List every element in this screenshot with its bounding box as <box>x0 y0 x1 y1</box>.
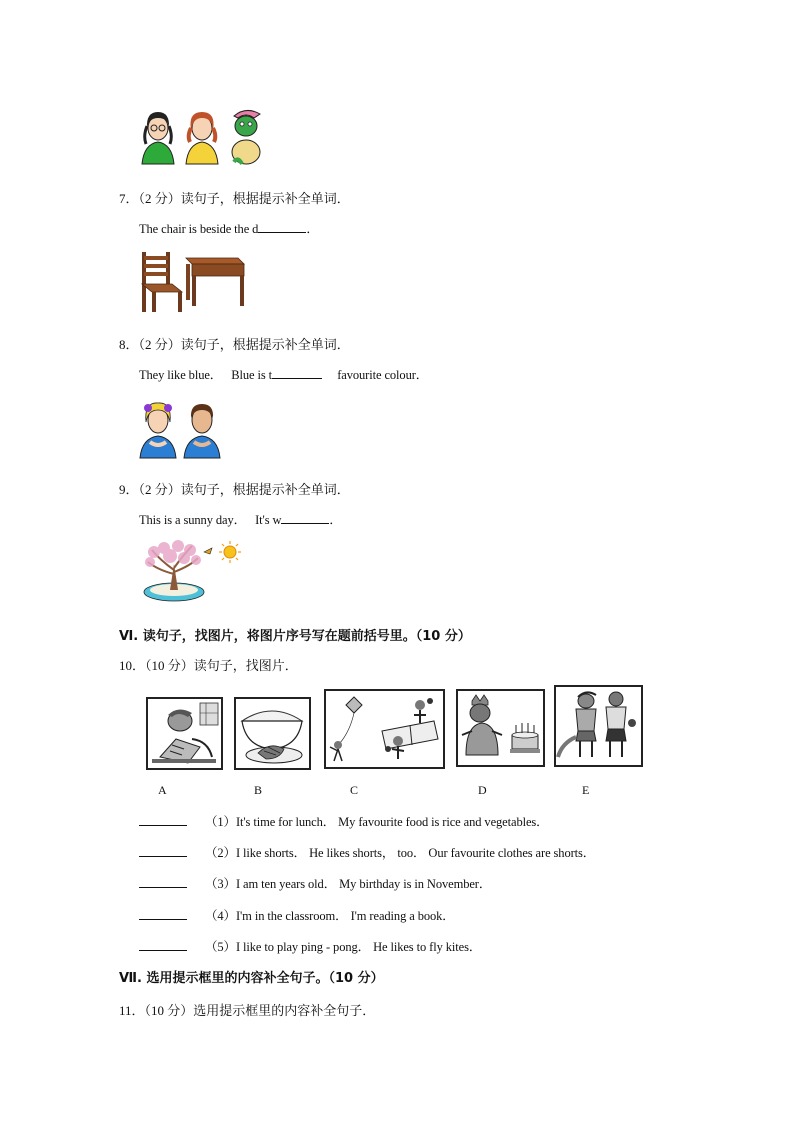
q10-item-text: It's time for lunch． My favourite food is rice and vegetables． <box>235 815 549 829</box>
kite-pingpong-icon <box>326 691 443 767</box>
q9-answer-blank[interactable] <box>281 511 329 524</box>
q10-item-text: I like shorts． He likes shorts， too． Our favourite clothes are shorts． <box>235 846 596 860</box>
q10-title: 10．（10 分）读句子，找图片． <box>119 658 298 673</box>
q8-sentence-b: Blue is t <box>231 368 273 382</box>
rice-vegetables-icon <box>236 699 309 768</box>
q10-item-num: （5） <box>205 940 236 954</box>
q9-title: 9．（2 分）读句子，根据提示补全单词． <box>119 482 350 497</box>
q9-sentence-b: It's w <box>255 513 282 527</box>
q7-sentence-before: The chair is beside the d <box>139 222 259 236</box>
girls-turtle-illustration <box>138 106 268 168</box>
q10-item-text: I'm in the classroom． I'm reading a book． <box>235 909 455 923</box>
chair-desk-illustration <box>140 250 246 314</box>
q10-item-text: I am ten years old． My birthday is in November． <box>235 877 492 891</box>
label-a: A <box>158 783 167 797</box>
q9-sentence-a: This is a sunny day． <box>139 513 247 527</box>
label-e: E <box>582 783 590 797</box>
q10-item-num: （1） <box>205 815 236 829</box>
q10-item-num: （3） <box>205 877 236 891</box>
label-b: B <box>254 783 263 797</box>
q10-item-num: （2） <box>205 846 236 860</box>
q7-title: 7．（2 分）读句子，根据提示补全单词． <box>119 191 350 206</box>
q8-answer-blank[interactable] <box>272 366 322 379</box>
girl-boy-illustration <box>138 398 224 460</box>
picture-d <box>456 689 545 767</box>
q10-item <box>139 906 455 924</box>
q10-item <box>139 843 595 861</box>
q10-item <box>139 937 481 955</box>
q7-sentence <box>139 219 319 237</box>
q8-sentence-a: They like blue． <box>139 368 223 382</box>
label-d: D <box>478 783 487 797</box>
q10-item-text: I like to play ping - pong． He likes to fly kites． <box>235 940 482 954</box>
q7-sentence-after: ． <box>306 222 319 236</box>
reading-book-icon <box>148 699 221 768</box>
q8-sentence-c: favourite colour． <box>337 368 429 382</box>
q10-answer-blank[interactable] <box>139 938 187 951</box>
q10-item <box>139 874 491 892</box>
q10-answer-blank[interactable] <box>139 907 187 920</box>
windy-tree-illustration <box>140 540 244 604</box>
q9-sentence <box>139 510 342 528</box>
picture-b <box>234 697 311 770</box>
q10-answer-blank[interactable] <box>139 875 187 888</box>
q8-title: 8．（2 分）读句子，根据提示补全单词． <box>119 337 350 352</box>
birthday-cake-icon <box>458 691 543 765</box>
label-c: C <box>350 783 359 797</box>
q8-sentence <box>139 365 428 383</box>
q7-answer-blank[interactable] <box>258 220 306 233</box>
picture-c <box>324 689 445 769</box>
shorts-friends-icon <box>556 687 641 765</box>
q10-answer-blank[interactable] <box>139 813 187 826</box>
picture-a <box>146 697 223 770</box>
q10-item <box>139 812 549 830</box>
q10-item-num: （4） <box>205 909 236 923</box>
picture-e <box>554 685 643 767</box>
q10-answer-blank[interactable] <box>139 844 187 857</box>
section7-title: Ⅶ. 选用提示框里的内容补全句子。（10 分） <box>119 971 384 986</box>
q11-title: 11．（10 分）选用提示框里的内容补全句子． <box>119 1003 376 1018</box>
q9-sentence-c: ． <box>329 513 342 527</box>
section6-title: Ⅵ. 读句子，找图片，将图片序号写在题前括号里。（10 分） <box>119 629 471 644</box>
